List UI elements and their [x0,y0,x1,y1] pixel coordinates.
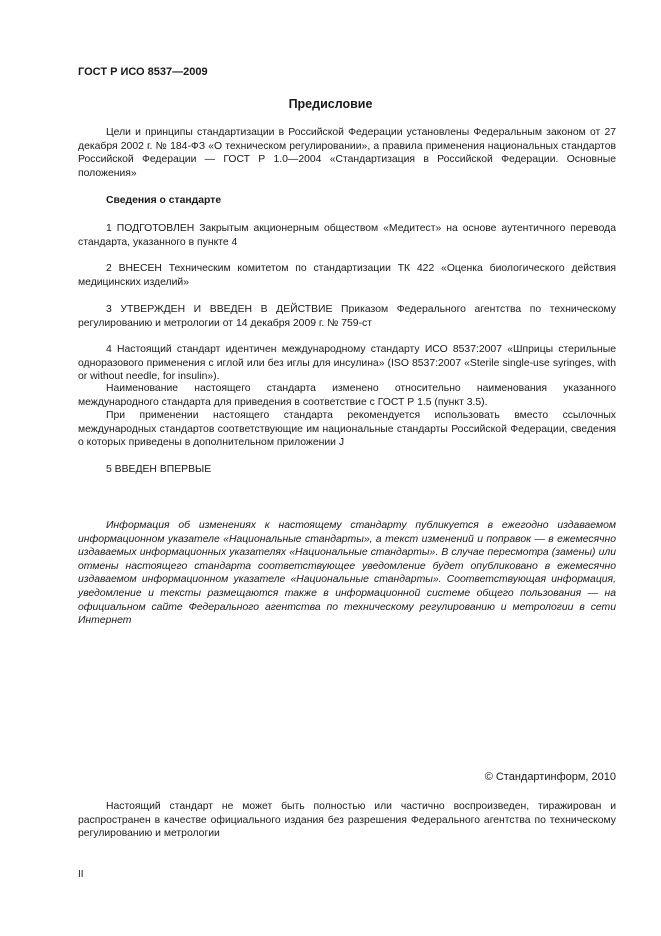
item-1-prepared: 1 ПОДГОТОВЛЕН Закрытым акционерным обществом «Медитест» на основе аутентичного перевода стандарта, указанного в пункте 4 [78,223,616,248]
notice-paragraph: Информация об изменениях к настоящему стандарту публикуется в ежегодно издаваемом информационном указателе «Национальные стандарты», а текст изменений и поправок — в ежемесячно издаваемых информационных указателях «Национальные стандарты». В случае пересмотра (замены) или отмены настоящего стандарта соответствующее уведомление будет опубликовано в ежемесячно издаваемом информационном указателе «Национальные стандарты». Соответствующая информация, уведомление и тексты размещаются также в информационной системе общего пользования — на официальном сайте Федерального агентства по техническому регулированию и метрологии в сети Интернет [78,520,616,627]
page-title: Предисловие [288,97,373,111]
intro-paragraph: Цели и принципы стандартизации в Российской Федерации установлены Федеральным законом от 27 декабря 2002 г. № 184-ФЗ «О техническом регулировании», а правила применения национальных стандартов Российской Федерации — ГОСТ Р 1.0—2004 «Стандартизация в Российской Федерации. Основные положения» [78,127,616,179]
item-4-identical: 4 Настоящий стандарт идентичен международному стандарту ИСО 8537:2007 «Шприцы стерильные одноразового применения с иглой или без иглы для инсулина» (ISO 8537:2007 «Sterile single-use syringes, with or without needle, for insulin»). [78,344,616,383]
document-code: ГОСТ Р ИСО 8537—2009 [78,66,208,78]
item-4-name-change: Наименование настоящего стандарта изменено относительно наименования указанного международного стандарта для приведения в соответствие с ГОСТ Р 1.5 (пункт 3.5). [78,383,616,408]
item-3-approved: 3 УТВЕРЖДЕН И ВВЕДЕН В ДЕЙСТВИЕ Приказом Федерального агентства по техническому регулированию и метрологии от 14 декабря 2009 г. № 759-ст [78,304,616,329]
page-number: II [78,869,84,880]
copyright-notice: © Стандартинформ, 2010 [484,771,616,783]
item-4-references: При применении настоящего стандарта рекомендуется использовать вместо ссылочных международных стандартов соответствующие им национальные стандарты Российской Федерации, сведения о которых приведены в дополнительном приложении J [78,410,616,449]
item-2-submitted: 2 ВНЕСЕН Техническим комитетом по стандартизации ТК 422 «Оценка биологического действия медицинских изделий» [78,263,616,288]
section-heading: Сведения о стандарте [106,195,222,206]
item-5-introduced: 5 ВВЕДЕН ВПЕРВЫЕ [106,464,212,475]
legal-notice: Настоящий стандарт не может быть полностью или частично воспроизведен, тиражирован и распространен в качестве официального издания без разрешения Федерального агентства по техническому регулированию и метрологии [78,801,616,840]
